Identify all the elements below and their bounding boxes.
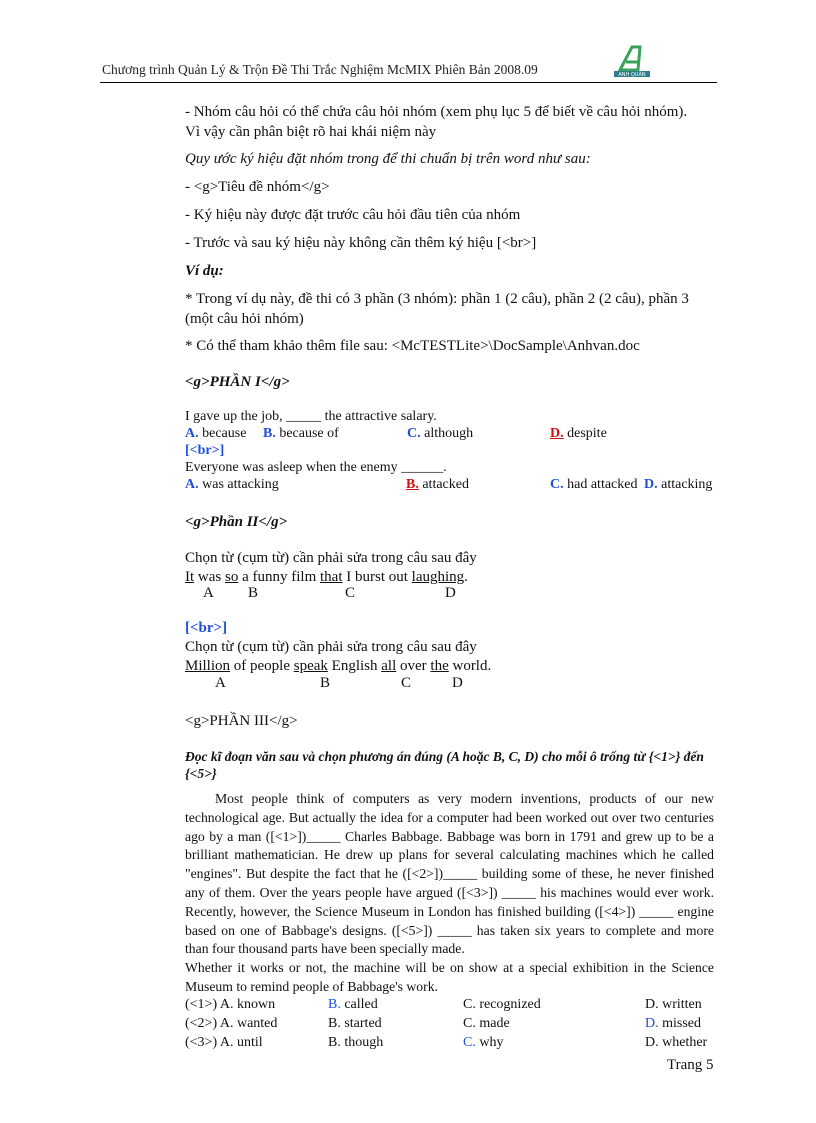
example-2: * Có thể tham khảo thêm file sau: <McTESTLite>\DocSample\Anhvan.doc [185, 338, 640, 354]
part2-instruction-2: Chọn từ (cụm từ) cần phải sửa trong câu sau đây [185, 639, 477, 655]
ans3-b: B. though [328, 1035, 384, 1050]
part1-title: <g>PHẦN I</g> [185, 374, 290, 390]
q2-option-b: B. attacked [406, 477, 469, 492]
q2-option-d: D. attacking [644, 477, 713, 492]
convention-line: Quy ước ký hiệu đặt nhóm trong để thi chuẩn bị trên word như sau: [185, 151, 591, 167]
ans2-b: B. started [328, 1016, 382, 1031]
bullet-1: - <g>Tiêu đề nhóm</g> [185, 179, 330, 195]
part1-q1: I gave up the job, _____ the attractive salary. [185, 409, 437, 424]
ans3-c: C. why [463, 1035, 504, 1050]
s2-letter-c: C [401, 675, 412, 691]
ans2-c: C. made [463, 1016, 510, 1031]
part2-br: [<br>] [185, 620, 228, 636]
q1-option-d: D. despite [550, 426, 607, 441]
reading-passage-end: Whether it works or not, the machine will be on show at a special exhibition in the Science Museum to remind people of Babbage's work. [185, 960, 714, 994]
mcmix-logo [612, 44, 652, 78]
part3-instruction: Đọc kĩ đoạn văn sau và chọn phương án đúng (A hoặc B, C, D) cho mỗi ô trống từ {<1>} đến {<5>} [185, 749, 704, 781]
example-label: Ví dụ: [185, 263, 224, 279]
q1-option-c: C. although [407, 426, 474, 441]
q1-option-b: B. because of [263, 426, 339, 441]
ans2-a: (<2>) A. wanted [185, 1016, 278, 1031]
ans1-a: (<1>) A. known [185, 997, 276, 1012]
s1-letter-b: B [248, 585, 259, 601]
s1-letter-d: D [445, 585, 456, 601]
example-1: * Trong ví dụ này, đề thi có 3 phần (3 nhóm): phần 1 (2 câu), phần 2 (2 câu), phần 3 (một câu hỏi nhóm) [185, 291, 689, 327]
part3-title: <g>PHẦN III</g> [185, 713, 298, 729]
s1-letter-a: A [203, 585, 214, 601]
ans2-d: D. missed [645, 1016, 702, 1031]
ans3-a: (<3>) A. until [185, 1035, 263, 1050]
part1-br: [<br>] [185, 443, 225, 458]
part2-title: <g>Phần II</g> [185, 514, 288, 530]
ans3-d: D. whether [645, 1035, 708, 1050]
reading-passage: Most people think of computers as very modern inventions, products of our new technological age. But actually the idea for a computer had been worked out over two centuries ago by a man ([<1>])_____ Charles Babbage. Babbage was born in 1791 and grew up to be a brilliant mathematician. He drew up plans for several calculating machines which he called "engines". But despite the fact that he ([<2>])_____ building some of these, he never finished any of them. Over the years people have argued ([<3>]) _____ his machines would ever work. Recently, however, the Science Museum in London has finished building ([<4>]) _____ engine based on one of Babbage's designs. ([<5>]) _____ has taken six years to complete and more than four thousand parts have been specially made. [185, 791, 714, 957]
part2-instruction-1: Chọn từ (cụm từ) cần phải sửa trong câu sau đây [185, 550, 477, 566]
intro-line1: - Nhóm câu hỏi có thể chứa câu hỏi nhóm (xem phụ lục 5 để biết về câu hỏi nhóm). Vì vậy cần phân biệt rõ hai khái niệm này [185, 104, 688, 140]
header-title: Chương trình Quản Lý & Trộn Đề Thi Trắc Nghiệm McMIX Phiên Bản 2008.09 [102, 62, 538, 77]
bullet-3: - Trước và sau ký hiệu này không cần thêm ký hiệu [<br>] [185, 235, 537, 251]
part2-sentence-2: Million of people speak English all over the world. [185, 658, 492, 674]
s2-letter-a: A [215, 675, 226, 691]
s1-letter-c: C [345, 585, 356, 601]
part1-q2: Everyone was asleep when the enemy ______. [185, 460, 447, 475]
q1-option-a: A. because [185, 426, 247, 441]
logo-text: ANH QUÂN [618, 72, 646, 78]
s2-letter-d: D [452, 675, 463, 691]
page-number: Trang 5 [667, 1057, 714, 1073]
part2-sentence-1: It was so a funny film that I burst out laughing. [185, 569, 468, 585]
header-rule [100, 82, 717, 83]
q2-option-a: A. was attacking [185, 477, 279, 492]
q2-option-c: C. had attacked [550, 477, 638, 492]
bullet-2: - Ký hiệu này được đặt trước câu hỏi đầu tiên của nhóm [185, 207, 521, 223]
ans1-d: D. written [645, 997, 702, 1012]
s2-letter-b: B [320, 675, 331, 691]
ans1-b: B. called [328, 997, 378, 1012]
ans1-c: C. recognized [463, 997, 541, 1012]
